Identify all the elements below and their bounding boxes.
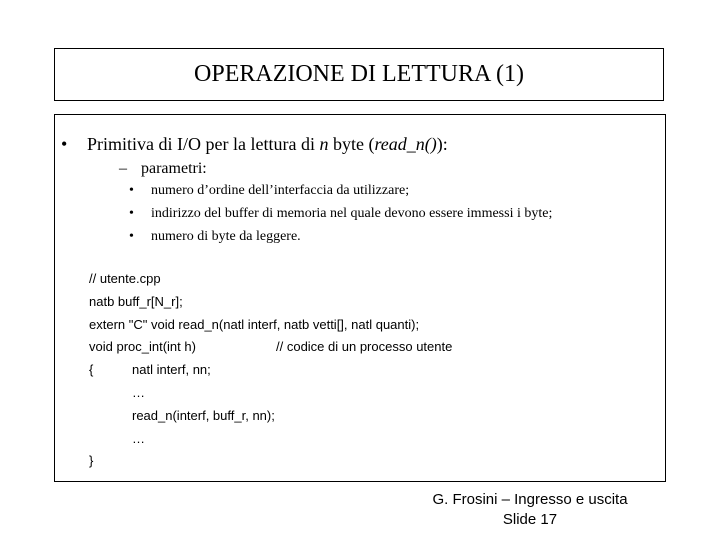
content-box: • Primitiva di I/O per la lettura di n byte (read_n()): – parametri: • numero d’ordine dell’interfaccia da utilizzare; • indirizzo del buffer di memoria nel quale devono essere immessi i byte; • numero di byte da leggere. // utente.cpp natb buff_r[N_r]; extern "C" void read_n(natl interf, natb vetti[], natl quanti); void proc_int(int h) // codice di un processo utente { natl interf, nn; … read_n(interf, buff_r, nn); … } — [54, 114, 666, 482]
bullet-mark: • — [129, 206, 134, 221]
slide-title-text: OPERAZIONE DI LETTURA (1) — [194, 61, 524, 87]
list-item-text: numero di byte da leggere. — [151, 229, 301, 244]
list-item-text: numero d’ordine dell’interfaccia da utilizzare; — [151, 183, 410, 198]
slide-number: Slide 17 — [502, 511, 558, 528]
bullet-mark: • — [61, 134, 68, 154]
bullet-parametri-text: parametri: — [141, 160, 207, 177]
code-comment: // codice di un processo utente — [276, 339, 453, 355]
bullet-mark: • — [129, 183, 134, 198]
list-item-text: indirizzo del buffer di memoria nel quale devono essere immessi i byte; — [151, 206, 553, 221]
slide-footer — [400, 490, 660, 530]
bullet-primitive-text: Primitiva di I/O per la lettura di n byte (read_n()): — [87, 134, 448, 154]
footer-author: G. Frosini – Ingresso e uscita — [432, 491, 628, 508]
bullet-mark: • — [129, 229, 134, 244]
slide-title — [54, 48, 664, 101]
dash-mark: – — [119, 160, 127, 177]
